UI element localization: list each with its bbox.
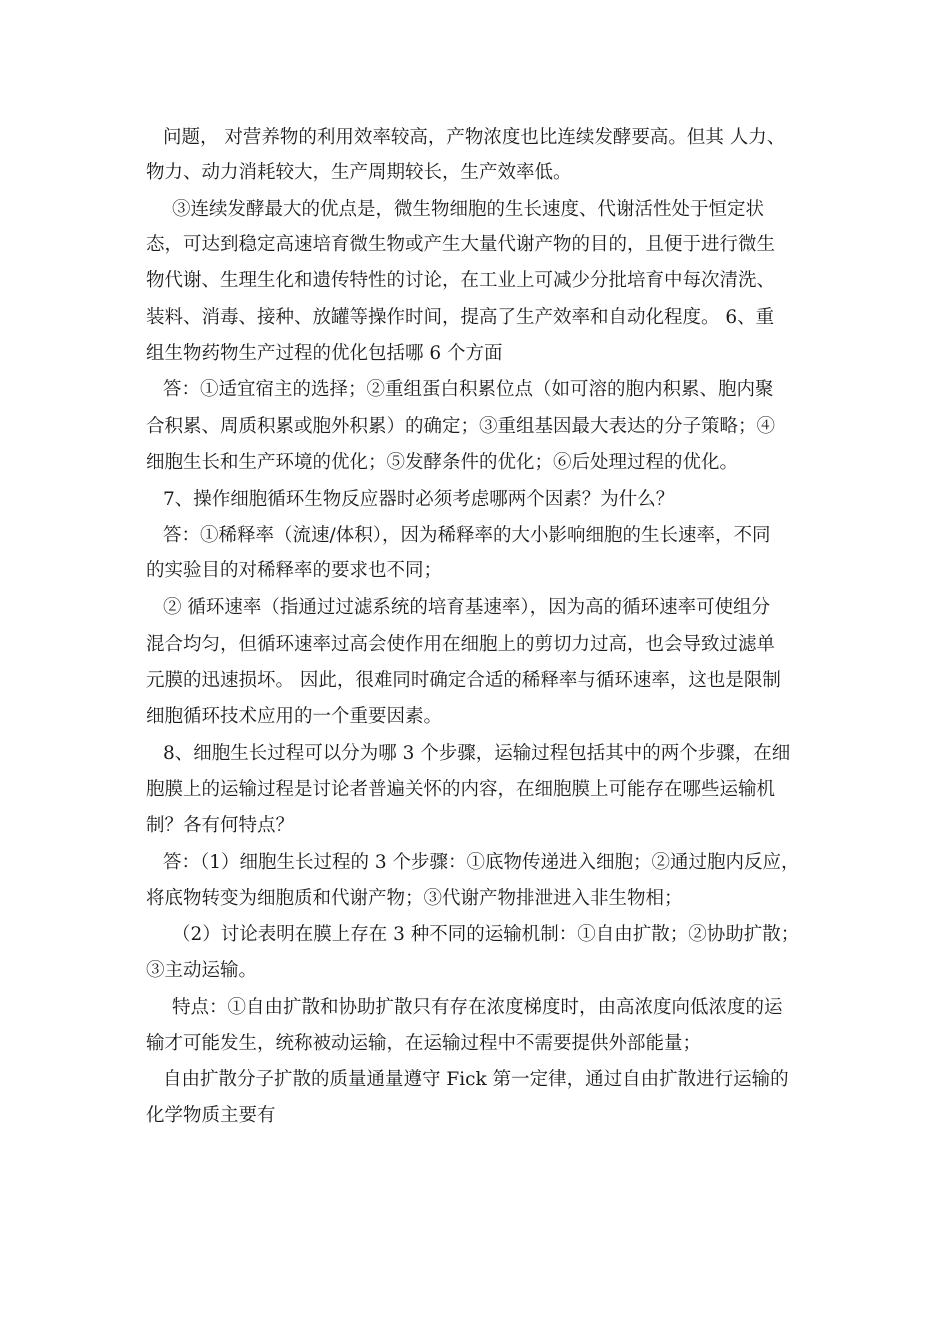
text-line: 7、操作细胞循环生物反应器时必须考虑哪两个因素？为什么？ — [163, 489, 675, 510]
text-line: 问题， 对营养物的利用效率较高，产物浓度也比连续发酵要高。但其 人力、 — [163, 127, 786, 148]
text-line: 答：①稀释率（流速/体积），因为稀释率的大小影响细胞的生长速率，不同 — [163, 525, 771, 546]
text-line: 8、细胞生长过程可以分为哪 3 个步骤，运输过程包括其中的两个步骤，在细 — [163, 743, 791, 764]
text-line: 元膜的迅速损坏。 因此，很难同时确定合适的稀释率与循环速率，这也是限制 — [146, 670, 781, 691]
text-line: 物力、动力消耗较大，生产周期较长，生产效率低。 — [146, 162, 572, 183]
text-line: 装料、消毒、接种、放罐等操作时间，提高了生产效率和自动化程度。 6、重 — [146, 307, 775, 328]
text-line: 制？各有何特点？ — [146, 815, 295, 836]
text-line: 细胞生长和生产环境的优化；⑤发酵条件的优化；⑥后处理过程的优化。 — [146, 452, 739, 473]
text-line: ③主动运输。 — [146, 960, 258, 981]
text-line: 细胞循环技术应用的一个重要因素。 — [146, 706, 443, 727]
text-line: 答：（1）细胞生长过程的 3 个步骤：①底物传递进入细胞；②通过胞内反应， — [163, 852, 800, 873]
text-line: 化学物质主要有 — [146, 1105, 276, 1126]
text-line: 自由扩散分子扩散的质量通量遵守 Fick 第一定律，通过自由扩散进行运输的 — [163, 1069, 789, 1090]
text-line: （2）讨论表明在膜上存在 3 种不同的运输机制：①自由扩散；②协助扩散； — [172, 924, 800, 945]
text-line: 特点：①自由扩散和协助扩散只有存在浓度梯度时，由高浓度向低浓度的运 — [172, 997, 783, 1018]
text-line: 输才可能发生，统称被动运输，在运输过程中不需要提供外部能量； — [146, 1033, 702, 1054]
text-line: 组生物药物生产过程的优化包括哪 6 个方面 — [146, 343, 503, 364]
text-line: ② 循环速率（指通过过滤系统的培育基速率），因为高的循环速率可使组分 — [163, 597, 771, 618]
text-line: 胞膜上的运输过程是讨论者普遍关怀的内容，在细胞膜上可能存在哪些运输机 — [146, 779, 776, 800]
text-line: 答：①适宜宿主的选择；②重组蛋白积累位点（如可溶的胞内积累、胞内聚 — [163, 379, 774, 400]
text-line: 的实验目的对稀释率的要求也不同； — [146, 560, 443, 581]
text-line: ③连续发酵最大的优点是，微生物细胞的生长速度、代谢活性处于恒定状 — [172, 199, 765, 220]
text-line: 态，可达到稳定高速培育微生物或产生大量代谢产物的目的，且便于进行微生 — [146, 234, 776, 255]
text-line: 合积累、周质积累或胞外积累）的确定；③重组基因最大表达的分子策略；④ — [146, 416, 776, 437]
text-line: 物代谢、生理生化和遗传特性的讨论，在工业上可减少分批培育中每次清洗、 — [146, 270, 776, 291]
text-line: 将底物转变为细胞质和代谢产物；③代谢产物排泄进入非生物相； — [146, 888, 683, 909]
text-line: 混合均匀，但循环速率过高会使作用在细胞上的剪切力过高，也会导致过滤单 — [146, 634, 776, 655]
